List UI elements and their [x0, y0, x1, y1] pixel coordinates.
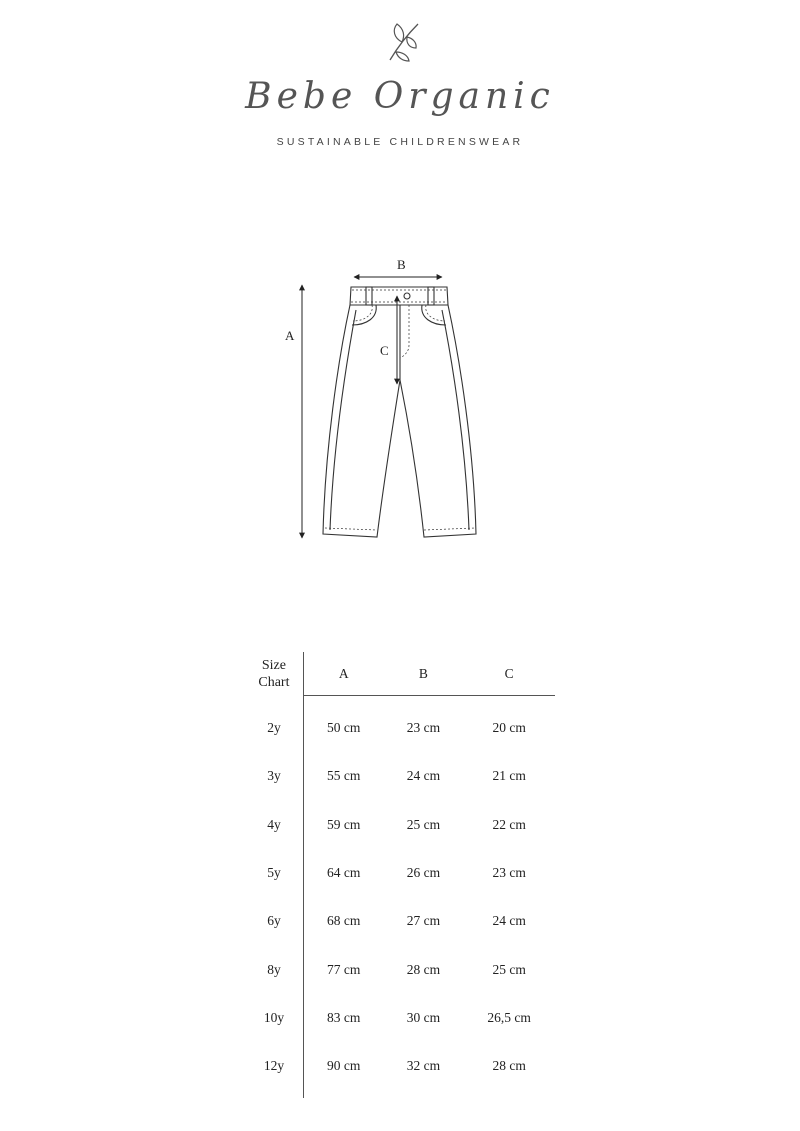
table-row	[245, 704, 555, 752]
table-row	[245, 801, 555, 849]
measure-a-cell: 64 cm	[327, 865, 361, 881]
measure-b-cell: 32 cm	[406, 1058, 441, 1074]
size-cell: 10y	[245, 994, 303, 1042]
measure-c-cell: 28 cm	[492, 1058, 526, 1074]
measure-c-cell: 20 cm	[492, 720, 526, 736]
spacer-row	[245, 696, 555, 705]
table-row	[245, 752, 555, 800]
measure-a-cell: 50 cm	[327, 720, 361, 736]
size-cell: 4y	[245, 801, 303, 849]
measure-c-cell: 24 cm	[492, 913, 526, 929]
trousers-outline	[323, 287, 476, 537]
table-row	[245, 897, 555, 945]
table-row	[245, 994, 555, 1042]
trousers-icon	[260, 245, 520, 555]
spacer-row	[245, 1090, 555, 1098]
table-row	[245, 1042, 555, 1090]
size-chart-title-line2: Chart	[258, 674, 290, 690]
column-header-a: A	[303, 652, 383, 696]
size-cell: 8y	[245, 945, 303, 993]
leaf-sprig-icon	[382, 18, 422, 64]
measure-a-cell: 83 cm	[327, 1009, 361, 1025]
size-cell: 3y	[245, 752, 303, 800]
size-chart-table	[245, 652, 555, 1098]
measure-b-cell: 28 cm	[406, 961, 441, 977]
size-chart-corner-label	[245, 652, 303, 696]
measure-b-cell: 27 cm	[406, 913, 441, 929]
measure-b-cell: 25 cm	[406, 816, 441, 832]
size-cell: 5y	[245, 849, 303, 897]
column-header-c: C	[463, 652, 555, 696]
size-chart-header-row	[245, 652, 555, 696]
measure-c-cell: 26,5 cm	[487, 1009, 531, 1025]
measure-a-cell: 68 cm	[327, 913, 361, 929]
brand-tagline: SUSTAINABLE CHILDRENSWEAR	[276, 136, 524, 148]
measure-a-cell: 77 cm	[327, 961, 361, 977]
measure-b-cell: 26 cm	[406, 865, 441, 881]
measure-a-cell: 59 cm	[327, 816, 361, 832]
column-header-b: B	[384, 652, 464, 696]
measure-c-label: C	[380, 343, 389, 358]
measure-a-label: A	[285, 328, 295, 343]
size-cell: 2y	[245, 704, 303, 752]
size-chart-title-line1: Size	[261, 657, 286, 673]
measure-c-cell: 25 cm	[492, 961, 526, 977]
size-cell: 6y	[245, 897, 303, 945]
measure-b-label: B	[397, 257, 406, 272]
measure-c-cell: 22 cm	[492, 816, 526, 832]
measure-b-cell: 24 cm	[406, 768, 441, 784]
table-row	[245, 849, 555, 897]
measure-c-cell: 23 cm	[492, 865, 526, 881]
measure-c-cell: 21 cm	[492, 768, 526, 784]
brand-name: Bebe Organic	[245, 76, 555, 117]
measure-b-cell: 23 cm	[406, 720, 441, 736]
measure-a-cell: 55 cm	[327, 768, 361, 784]
table-row	[245, 945, 555, 993]
measure-a-cell: 90 cm	[327, 1058, 361, 1074]
size-cell: 12y	[245, 1042, 303, 1090]
measure-b-cell: 30 cm	[406, 1009, 441, 1025]
